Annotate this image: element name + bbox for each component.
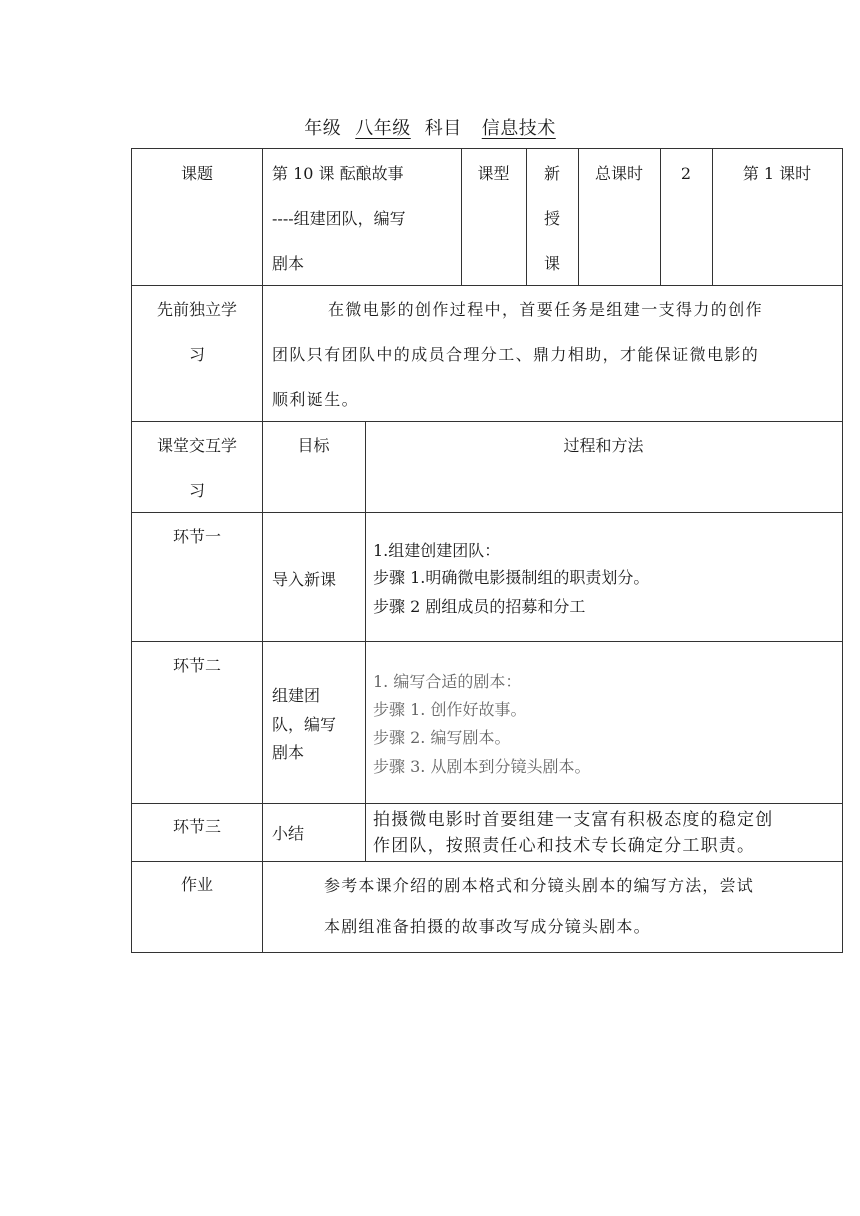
section-2-goal-cell [262, 641, 366, 804]
current-hour-cell [712, 148, 843, 286]
section-3-content-cell [365, 803, 843, 862]
topic-title-line-2: ----组建团队，编写 [272, 209, 406, 228]
section-2-content-cell [365, 641, 843, 804]
homework-content-cell [262, 861, 843, 953]
section-3-label-cell [131, 803, 263, 862]
lesson-type-value-1: 新 [543, 164, 560, 183]
section-1-label: 环节一 [172, 527, 221, 546]
section-1-label-cell [131, 512, 263, 642]
section-2-goal-line-2: 队，编写 [272, 715, 337, 734]
prior-study-label-line-1: 先前独立学 [156, 300, 237, 319]
grade-value: 八年级 [355, 118, 411, 139]
total-hours-label: 总课时 [594, 164, 643, 183]
subject-label: 科目 [424, 118, 462, 139]
classroom-label-cell [131, 421, 263, 513]
homework-label: 作业 [180, 875, 213, 894]
classroom-label-line-1: 课堂交互学 [156, 436, 237, 455]
lesson-type-value-3: 课 [543, 254, 560, 273]
section-1-goal: 导入新课 [272, 570, 337, 589]
homework-line-2: 本剧组准备拍摄的故事改写成分镜头剧本。 [324, 917, 651, 936]
total-hours-value: 2 [680, 164, 692, 183]
prior-study-line-3: 顺利诞生。 [272, 390, 360, 409]
topic-label-cell [131, 148, 263, 286]
goal-header-cell [262, 421, 366, 513]
current-hour: 第 1 课时 [742, 164, 812, 183]
section-3-line-2: 作团队，按照责任心和技术专长确定分工职责。 [373, 836, 756, 856]
lesson-type-label: 课型 [477, 164, 510, 183]
section-3-label: 环节三 [172, 817, 221, 836]
lesson-type-label-cell [461, 148, 527, 286]
section-3-line-1: 拍摄微电影时首要组建一支富有积极态度的稳定创 [373, 810, 774, 830]
section-3-goal-cell [262, 803, 366, 862]
process-header: 过程和方法 [563, 436, 644, 455]
homework-line-1: 参考本课介绍的剧本格式和分镜头剧本的编写方法，尝试 [324, 876, 755, 895]
section-1-line-1: 1.组建创建团队： [373, 541, 501, 560]
topic-title-line-3: 剧本 [272, 254, 305, 273]
section-3-goal: 小结 [272, 824, 305, 843]
total-hours-label-cell [578, 148, 661, 286]
section-2-label-cell [131, 641, 263, 804]
subject-value: 信息技术 [481, 118, 556, 139]
section-1-line-2: 步骤 1.明确微电影摄制组的职责划分。 [373, 568, 650, 587]
prior-study-content-cell [262, 285, 843, 422]
prior-study-line-2: 团队只有团队中的成员合理分工、鼎力相助，才能保证微电影的 [272, 345, 760, 364]
prior-study-line-1: 在微电影的创作过程中，首要任务是组建一支得力的创作 [328, 300, 764, 319]
topic-title-line-1: 第 10 课 酝酿故事 [272, 164, 404, 183]
prior-study-label-line-2: 习 [188, 345, 205, 364]
topic-label: 课题 [180, 164, 213, 183]
topic-title-cell [262, 148, 462, 286]
section-2-goal-line-1: 组建团 [272, 686, 321, 705]
section-2-goal-line-3: 剧本 [272, 743, 305, 762]
classroom-label-line-2: 习 [188, 481, 205, 500]
homework-label-cell [131, 861, 263, 953]
section-2-line-1: 1. 编写合适的剧本： [373, 672, 522, 691]
goal-header: 目标 [297, 436, 330, 455]
section-2-line-2: 步骤 1. 创作好故事。 [373, 700, 527, 719]
section-2-label: 环节二 [172, 656, 221, 675]
grade-label: 年级 [304, 118, 342, 139]
document-header [0, 114, 860, 140]
section-2-line-4: 步骤 3. 从剧本到分镜头剧本。 [373, 757, 591, 776]
section-1-goal-cell [262, 512, 366, 642]
lesson-type-value-cell [526, 148, 579, 286]
total-hours-value-cell [660, 148, 713, 286]
section-1-content-cell [365, 512, 843, 642]
lesson-type-value-2: 授 [543, 209, 560, 228]
prior-study-label-cell [131, 285, 263, 422]
section-2-line-3: 步骤 2. 编写剧本。 [373, 728, 511, 747]
process-header-cell [365, 421, 843, 513]
section-1-line-3: 步骤 2 剧组成员的招募和分工 [373, 597, 586, 616]
